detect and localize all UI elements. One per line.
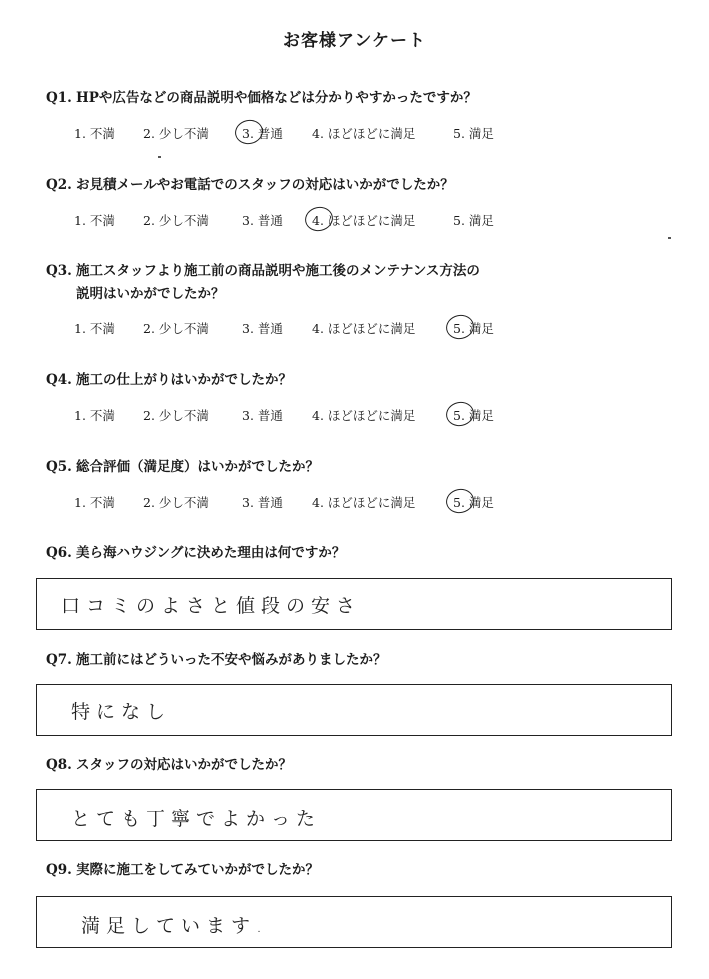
question-2 — [46, 175, 454, 195]
options-row-1 — [0, 122, 709, 144]
selected-circle-mark — [303, 204, 335, 233]
question-number: Q3. — [46, 263, 72, 279]
question-4 — [46, 370, 292, 390]
question-number: Q8. — [46, 757, 72, 773]
options-row-5 — [0, 491, 709, 513]
options-row-3 — [0, 317, 709, 339]
option-5[interactable]: 5. 満足 — [453, 213, 494, 228]
question-text: 総合評価（満足度）はいかがでしたか？ — [76, 459, 319, 475]
question-text: スタッフの対応はいかがでしたか？ — [76, 757, 292, 773]
answer-box-6[interactable] — [36, 578, 672, 630]
option-1[interactable]: 1. 不満 — [74, 213, 115, 228]
question-9 — [46, 860, 319, 880]
option-5[interactable]: 5. 満足 — [453, 321, 494, 336]
stray-mark — [668, 237, 671, 239]
option-1[interactable]: 1. 不満 — [74, 408, 115, 423]
selected-circle-mark — [444, 486, 476, 515]
options-row-4 — [0, 404, 709, 426]
option-5[interactable]: 5. 満足 — [453, 408, 494, 423]
answer-box-7[interactable] — [36, 684, 672, 736]
selected-circle-mark — [444, 399, 476, 428]
option-2[interactable]: 2. 少し不満 — [143, 126, 209, 141]
option-3[interactable]: 3. 普通 — [242, 408, 283, 423]
question-text: 実際に施工をしてみていかがでしたか？ — [76, 862, 319, 878]
options-row-2 — [0, 209, 709, 231]
handwritten-answer: 特になし — [71, 701, 172, 723]
question-3 — [46, 261, 480, 281]
option-5[interactable]: 5. 満足 — [453, 126, 494, 141]
option-4[interactable]: 4. ほどほどに満足 — [312, 495, 416, 510]
stray-mark — [158, 156, 161, 158]
question-7 — [46, 650, 387, 670]
option-1[interactable]: 1. 不満 — [74, 495, 115, 510]
question-number: Q9. — [46, 862, 72, 878]
option-2[interactable]: 2. 少し不満 — [143, 408, 209, 423]
question-text: お見積メールやお電話でのスタッフの対応はいかがでしたか？ — [76, 177, 454, 193]
question-text: HPや広告などの商品説明や価格などは分かりやすかったですか？ — [76, 90, 477, 106]
option-3[interactable]: 3. 普通 — [242, 213, 283, 228]
selected-circle-mark — [233, 117, 265, 146]
question-number: Q2. — [46, 177, 72, 193]
selected-circle-mark — [444, 312, 476, 341]
option-3[interactable]: 3. 普通 — [242, 495, 283, 510]
question-number: Q7. — [46, 652, 72, 668]
handwritten-answer: 口コミのよさと値段の安さ — [61, 595, 362, 617]
handwritten-answer: 満足しています. — [81, 915, 269, 937]
option-4[interactable]: 4. ほどほどに満足 — [312, 408, 416, 423]
option-4[interactable]: 4. ほどほどに満足 — [312, 213, 416, 228]
option-2[interactable]: 2. 少し不満 — [143, 495, 209, 510]
option-4[interactable]: 4. ほどほどに満足 — [312, 126, 416, 141]
question-6 — [46, 543, 345, 563]
question-number: Q6. — [46, 545, 72, 561]
question-text: 施工前にはどういった不安や悩みがありましたか？ — [76, 652, 387, 668]
question-number: Q4. — [46, 372, 72, 388]
option-4[interactable]: 4. ほどほどに満足 — [312, 321, 416, 336]
option-3[interactable]: 3. 普通 — [242, 126, 283, 141]
question-8 — [46, 755, 292, 775]
option-2[interactable]: 2. 少し不満 — [143, 213, 209, 228]
answer-box-9[interactable] — [36, 896, 672, 948]
question-number: Q5. — [46, 459, 72, 475]
option-2[interactable]: 2. 少し不満 — [143, 321, 209, 336]
question-3-line-2: 説明はいかがでしたか？ — [76, 286, 225, 302]
answer-box-8[interactable] — [36, 789, 672, 841]
option-5[interactable]: 5. 満足 — [453, 495, 494, 510]
question-number: Q1. — [46, 90, 72, 106]
question-text: 施工の仕上がりはいかがでしたか？ — [76, 372, 292, 388]
option-3[interactable]: 3. 普通 — [242, 321, 283, 336]
survey-title: お客様アンケート — [283, 31, 426, 51]
option-1[interactable]: 1. 不満 — [74, 321, 115, 336]
handwritten-answer: とても丁寧でよかった — [71, 808, 322, 830]
question-5 — [46, 457, 319, 477]
question-text: 美ら海ハウジングに決めた理由は何ですか？ — [76, 545, 346, 561]
option-1[interactable]: 1. 不満 — [74, 126, 115, 141]
question-text: 施工スタッフより施工前の商品説明や施工後のメンテナンス方法の — [76, 263, 480, 279]
question-1 — [46, 88, 477, 108]
